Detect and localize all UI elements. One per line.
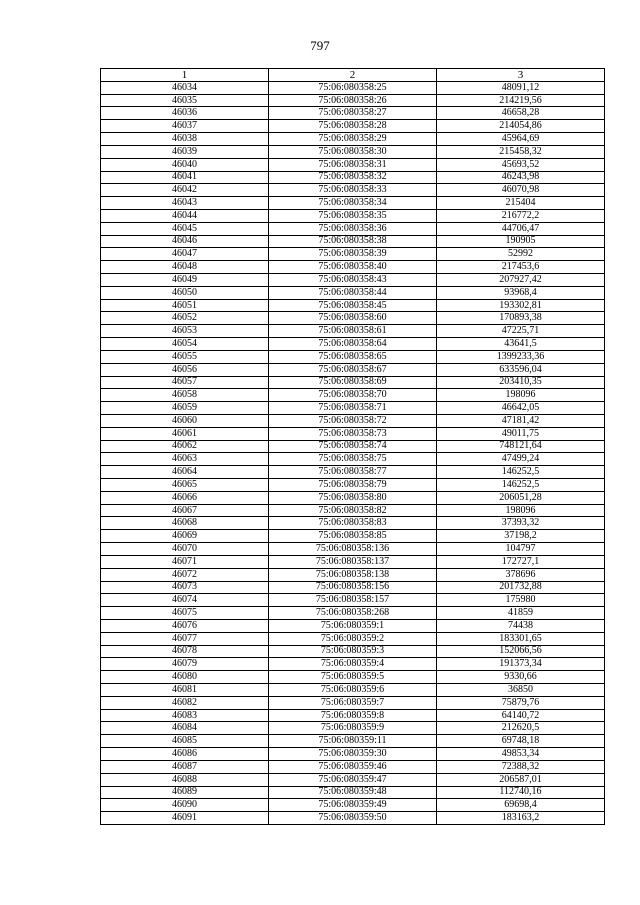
cadastral-number-cell: 75:06:080358:65 <box>269 350 437 363</box>
row-number-cell: 46071 <box>101 555 269 568</box>
value-cell: 175980 <box>437 594 605 607</box>
row-number-cell: 46080 <box>101 671 269 684</box>
cadastral-number-cell: 75:06:080358:70 <box>269 389 437 402</box>
cadastral-number-cell: 75:06:080359:4 <box>269 658 437 671</box>
row-number-cell: 46057 <box>101 376 269 389</box>
value-cell: 64140,72 <box>437 709 605 722</box>
row-number-cell: 46044 <box>101 209 269 222</box>
row-number-cell: 46056 <box>101 363 269 376</box>
cadastral-number-cell: 75:06:080358:83 <box>269 517 437 530</box>
table-row <box>101 453 605 466</box>
value-cell: 203410,35 <box>437 376 605 389</box>
table-row <box>101 555 605 568</box>
cadastral-number-cell: 75:06:080358:40 <box>269 261 437 274</box>
value-cell: 193302,81 <box>437 299 605 312</box>
cadastral-number-cell: 75:06:080358:69 <box>269 376 437 389</box>
value-cell: 69748,18 <box>437 735 605 748</box>
table-row <box>101 696 605 709</box>
row-number-cell: 46086 <box>101 748 269 761</box>
value-cell: 146252,5 <box>437 466 605 479</box>
cadastral-number-cell: 75:06:080359:3 <box>269 645 437 658</box>
cadastral-number-cell: 75:06:080358:34 <box>269 197 437 210</box>
table-row <box>101 440 605 453</box>
row-number-cell: 46068 <box>101 517 269 530</box>
row-number-cell: 46045 <box>101 222 269 235</box>
table-row <box>101 145 605 158</box>
row-number-cell: 46064 <box>101 466 269 479</box>
row-number-cell: 46050 <box>101 286 269 299</box>
cadastral-number-cell: 75:06:080359:9 <box>269 722 437 735</box>
table-row <box>101 197 605 210</box>
cadastral-number-cell: 75:06:080358:43 <box>269 274 437 287</box>
value-cell: 36850 <box>437 684 605 697</box>
cadastral-number-cell: 75:06:080358:44 <box>269 286 437 299</box>
cadastral-number-cell: 75:06:080358:27 <box>269 107 437 120</box>
table-row <box>101 184 605 197</box>
row-number-cell: 46072 <box>101 568 269 581</box>
cadastral-number-cell: 75:06:080358:29 <box>269 133 437 146</box>
value-cell: 37198,2 <box>437 530 605 543</box>
value-cell: 93968,4 <box>437 286 605 299</box>
value-cell: 1399233,36 <box>437 350 605 363</box>
row-number-cell: 46083 <box>101 709 269 722</box>
cadastral-number-cell: 75:06:080358:30 <box>269 145 437 158</box>
row-number-cell: 46088 <box>101 773 269 786</box>
table-row <box>101 299 605 312</box>
value-cell: 214054,86 <box>437 120 605 133</box>
table-row <box>101 799 605 812</box>
value-cell: 183163,2 <box>437 812 605 825</box>
row-number-cell: 46087 <box>101 760 269 773</box>
cadastral-number-cell: 75:06:080359:8 <box>269 709 437 722</box>
value-cell: 198096 <box>437 389 605 402</box>
row-number-cell: 46085 <box>101 735 269 748</box>
row-number-cell: 46058 <box>101 389 269 402</box>
value-cell: 172727,1 <box>437 555 605 568</box>
row-number-cell: 46091 <box>101 812 269 825</box>
table-row <box>101 632 605 645</box>
value-cell: 47225,71 <box>437 325 605 338</box>
table-row <box>101 414 605 427</box>
table-row <box>101 120 605 133</box>
row-number-cell: 46070 <box>101 543 269 556</box>
table-row <box>101 517 605 530</box>
value-cell: 9330,66 <box>437 671 605 684</box>
table-row <box>101 133 605 146</box>
table-row <box>101 376 605 389</box>
cadastral-number-cell: 75:06:080358:77 <box>269 466 437 479</box>
value-cell: 206051,28 <box>437 491 605 504</box>
row-number-cell: 46055 <box>101 350 269 363</box>
row-number-cell: 46077 <box>101 632 269 645</box>
cadastral-number-cell: 75:06:080359:11 <box>269 735 437 748</box>
table-row <box>101 786 605 799</box>
row-number-cell: 46046 <box>101 235 269 248</box>
row-number-cell: 46049 <box>101 274 269 287</box>
value-cell: 46243,98 <box>437 171 605 184</box>
row-number-cell: 46034 <box>101 81 269 94</box>
row-number-cell: 46081 <box>101 684 269 697</box>
row-number-cell: 46084 <box>101 722 269 735</box>
table-row <box>101 812 605 825</box>
row-number-cell: 46074 <box>101 594 269 607</box>
row-number-cell: 46054 <box>101 338 269 351</box>
table-row <box>101 530 605 543</box>
value-cell: 46070,98 <box>437 184 605 197</box>
table-row <box>101 735 605 748</box>
value-cell: 75879,76 <box>437 696 605 709</box>
cadastral-number-cell: 75:06:080359:6 <box>269 684 437 697</box>
value-cell: 47499,24 <box>437 453 605 466</box>
cadastral-number-cell: 75:06:080358:35 <box>269 209 437 222</box>
table-row <box>101 658 605 671</box>
cadastral-number-cell: 75:06:080358:32 <box>269 171 437 184</box>
value-cell: 44706,47 <box>437 222 605 235</box>
table-row <box>101 261 605 274</box>
table-row <box>101 773 605 786</box>
value-cell: 206587,01 <box>437 773 605 786</box>
table-row <box>101 171 605 184</box>
value-cell: 748121,64 <box>437 440 605 453</box>
value-cell: 69698,4 <box>437 799 605 812</box>
table-row <box>101 479 605 492</box>
value-cell: 49853,34 <box>437 748 605 761</box>
row-number-cell: 46041 <box>101 171 269 184</box>
table-row <box>101 568 605 581</box>
cadastral-number-cell: 75:06:080358:157 <box>269 594 437 607</box>
cadastral-number-cell: 75:06:080358:75 <box>269 453 437 466</box>
cadastral-number-cell: 75:06:080358:31 <box>269 158 437 171</box>
value-cell: 214219,56 <box>437 94 605 107</box>
row-number-cell: 46043 <box>101 197 269 210</box>
page-number: 797 <box>310 38 330 53</box>
table-row <box>101 760 605 773</box>
cadastral-number-cell: 75:06:080358:137 <box>269 555 437 568</box>
column-header-2: 2 <box>269 69 437 82</box>
cadastral-number-cell: 75:06:080358:136 <box>269 543 437 556</box>
cadastral-number-cell: 75:06:080358:28 <box>269 120 437 133</box>
row-number-cell: 46036 <box>101 107 269 120</box>
table-row <box>101 350 605 363</box>
value-cell: 207927,42 <box>437 274 605 287</box>
cadastral-number-cell: 75:06:080358:60 <box>269 312 437 325</box>
value-cell: 47181,42 <box>437 414 605 427</box>
row-number-cell: 46063 <box>101 453 269 466</box>
cadastral-number-cell: 75:06:080358:268 <box>269 607 437 620</box>
table-row <box>101 325 605 338</box>
table-row <box>101 466 605 479</box>
cadastral-number-cell: 75:06:080359:1 <box>269 619 437 632</box>
value-cell: 48091,12 <box>437 81 605 94</box>
cadastral-number-cell: 75:06:080358:80 <box>269 491 437 504</box>
row-number-cell: 46051 <box>101 299 269 312</box>
cadastral-number-cell: 75:06:080358:71 <box>269 402 437 415</box>
value-cell: 49011,75 <box>437 427 605 440</box>
table-row <box>101 402 605 415</box>
value-cell: 215458,32 <box>437 145 605 158</box>
table-row <box>101 543 605 556</box>
cadastral-number-cell: 75:06:080358:36 <box>269 222 437 235</box>
value-cell: 190905 <box>437 235 605 248</box>
value-cell: 72388,32 <box>437 760 605 773</box>
value-cell: 146252,5 <box>437 479 605 492</box>
table-row <box>101 491 605 504</box>
cadastral-number-cell: 75:06:080358:25 <box>269 81 437 94</box>
value-cell: 216772,2 <box>437 209 605 222</box>
cadastral-number-cell: 75:06:080358:45 <box>269 299 437 312</box>
value-cell: 46658,28 <box>437 107 605 120</box>
column-header-3: 3 <box>437 69 605 82</box>
row-number-cell: 46037 <box>101 120 269 133</box>
cadastral-number-cell: 75:06:080358:38 <box>269 235 437 248</box>
table-row <box>101 158 605 171</box>
row-number-cell: 46040 <box>101 158 269 171</box>
row-number-cell: 46069 <box>101 530 269 543</box>
cadastral-number-cell: 75:06:080359:50 <box>269 812 437 825</box>
row-number-cell: 46090 <box>101 799 269 812</box>
value-cell: 183301,65 <box>437 632 605 645</box>
table-row <box>101 504 605 517</box>
cadastral-number-cell: 75:06:080358:72 <box>269 414 437 427</box>
cadastral-number-cell: 75:06:080358:67 <box>269 363 437 376</box>
value-cell: 43641,5 <box>437 338 605 351</box>
value-cell: 215404 <box>437 197 605 210</box>
row-number-cell: 46061 <box>101 427 269 440</box>
row-number-cell: 46059 <box>101 402 269 415</box>
table-row <box>101 748 605 761</box>
cadastral-number-cell: 75:06:080358:73 <box>269 427 437 440</box>
cadastral-number-cell: 75:06:080359:48 <box>269 786 437 799</box>
row-number-cell: 46053 <box>101 325 269 338</box>
table-row <box>101 684 605 697</box>
row-number-cell: 46047 <box>101 248 269 261</box>
table-row <box>101 107 605 120</box>
row-number-cell: 46067 <box>101 504 269 517</box>
row-number-cell: 46073 <box>101 581 269 594</box>
cadastral-number-cell: 75:06:080358:85 <box>269 530 437 543</box>
cadastral-number-cell: 75:06:080359:5 <box>269 671 437 684</box>
table-row <box>101 222 605 235</box>
value-cell: 112740,16 <box>437 786 605 799</box>
table-row <box>101 607 605 620</box>
row-number-cell: 46079 <box>101 658 269 671</box>
row-number-cell: 46052 <box>101 312 269 325</box>
cadastral-number-cell: 75:06:080358:74 <box>269 440 437 453</box>
table-row <box>101 94 605 107</box>
cadastral-number-cell: 75:06:080359:2 <box>269 632 437 645</box>
value-cell: 74438 <box>437 619 605 632</box>
value-cell: 52992 <box>437 248 605 261</box>
value-cell: 45964,69 <box>437 133 605 146</box>
value-cell: 201732,88 <box>437 581 605 594</box>
row-number-cell: 46048 <box>101 261 269 274</box>
value-cell: 45693,52 <box>437 158 605 171</box>
cadastral-number-cell: 75:06:080358:61 <box>269 325 437 338</box>
table-row <box>101 286 605 299</box>
table-row <box>101 338 605 351</box>
table-body <box>101 81 605 824</box>
cadastral-number-cell: 75:06:080359:30 <box>269 748 437 761</box>
value-cell: 170893,38 <box>437 312 605 325</box>
cadastral-number-cell: 75:06:080359:47 <box>269 773 437 786</box>
table-row <box>101 581 605 594</box>
registry-table <box>100 68 605 825</box>
table-row <box>101 389 605 402</box>
table-row <box>101 235 605 248</box>
cadastral-number-cell: 75:06:080358:39 <box>269 248 437 261</box>
table-row <box>101 722 605 735</box>
table-row <box>101 274 605 287</box>
table-header-row <box>101 69 605 82</box>
value-cell: 37393,32 <box>437 517 605 530</box>
row-number-cell: 46035 <box>101 94 269 107</box>
table-row <box>101 248 605 261</box>
value-cell: 104797 <box>437 543 605 556</box>
value-cell: 633596,04 <box>437 363 605 376</box>
row-number-cell: 46078 <box>101 645 269 658</box>
row-number-cell: 46038 <box>101 133 269 146</box>
row-number-cell: 46089 <box>101 786 269 799</box>
row-number-cell: 46082 <box>101 696 269 709</box>
row-number-cell: 46062 <box>101 440 269 453</box>
table-row <box>101 363 605 376</box>
cadastral-number-cell: 75:06:080358:156 <box>269 581 437 594</box>
cadastral-number-cell: 75:06:080358:138 <box>269 568 437 581</box>
value-cell: 191373,34 <box>437 658 605 671</box>
cadastral-number-cell: 75:06:080359:7 <box>269 696 437 709</box>
row-number-cell: 46076 <box>101 619 269 632</box>
cadastral-number-cell: 75:06:080359:46 <box>269 760 437 773</box>
cadastral-number-cell: 75:06:080358:33 <box>269 184 437 197</box>
table-row <box>101 645 605 658</box>
cadastral-number-cell: 75:06:080358:64 <box>269 338 437 351</box>
row-number-cell: 46075 <box>101 607 269 620</box>
value-cell: 212620,5 <box>437 722 605 735</box>
row-number-cell: 46042 <box>101 184 269 197</box>
table-row <box>101 312 605 325</box>
value-cell: 41859 <box>437 607 605 620</box>
row-number-cell: 46065 <box>101 479 269 492</box>
value-cell: 152066,56 <box>437 645 605 658</box>
row-number-cell: 46039 <box>101 145 269 158</box>
row-number-cell: 46066 <box>101 491 269 504</box>
cadastral-number-cell: 75:06:080358:79 <box>269 479 437 492</box>
table-row <box>101 81 605 94</box>
value-cell: 378696 <box>437 568 605 581</box>
table-row <box>101 209 605 222</box>
table-row <box>101 671 605 684</box>
cadastral-number-cell: 75:06:080358:82 <box>269 504 437 517</box>
cadastral-number-cell: 75:06:080358:26 <box>269 94 437 107</box>
table-row <box>101 619 605 632</box>
value-cell: 217453,6 <box>437 261 605 274</box>
column-header-1: 1 <box>101 69 269 82</box>
value-cell: 46642,05 <box>437 402 605 415</box>
row-number-cell: 46060 <box>101 414 269 427</box>
table-row <box>101 594 605 607</box>
cadastral-number-cell: 75:06:080359:49 <box>269 799 437 812</box>
value-cell: 198096 <box>437 504 605 517</box>
table-row <box>101 709 605 722</box>
table-row <box>101 427 605 440</box>
